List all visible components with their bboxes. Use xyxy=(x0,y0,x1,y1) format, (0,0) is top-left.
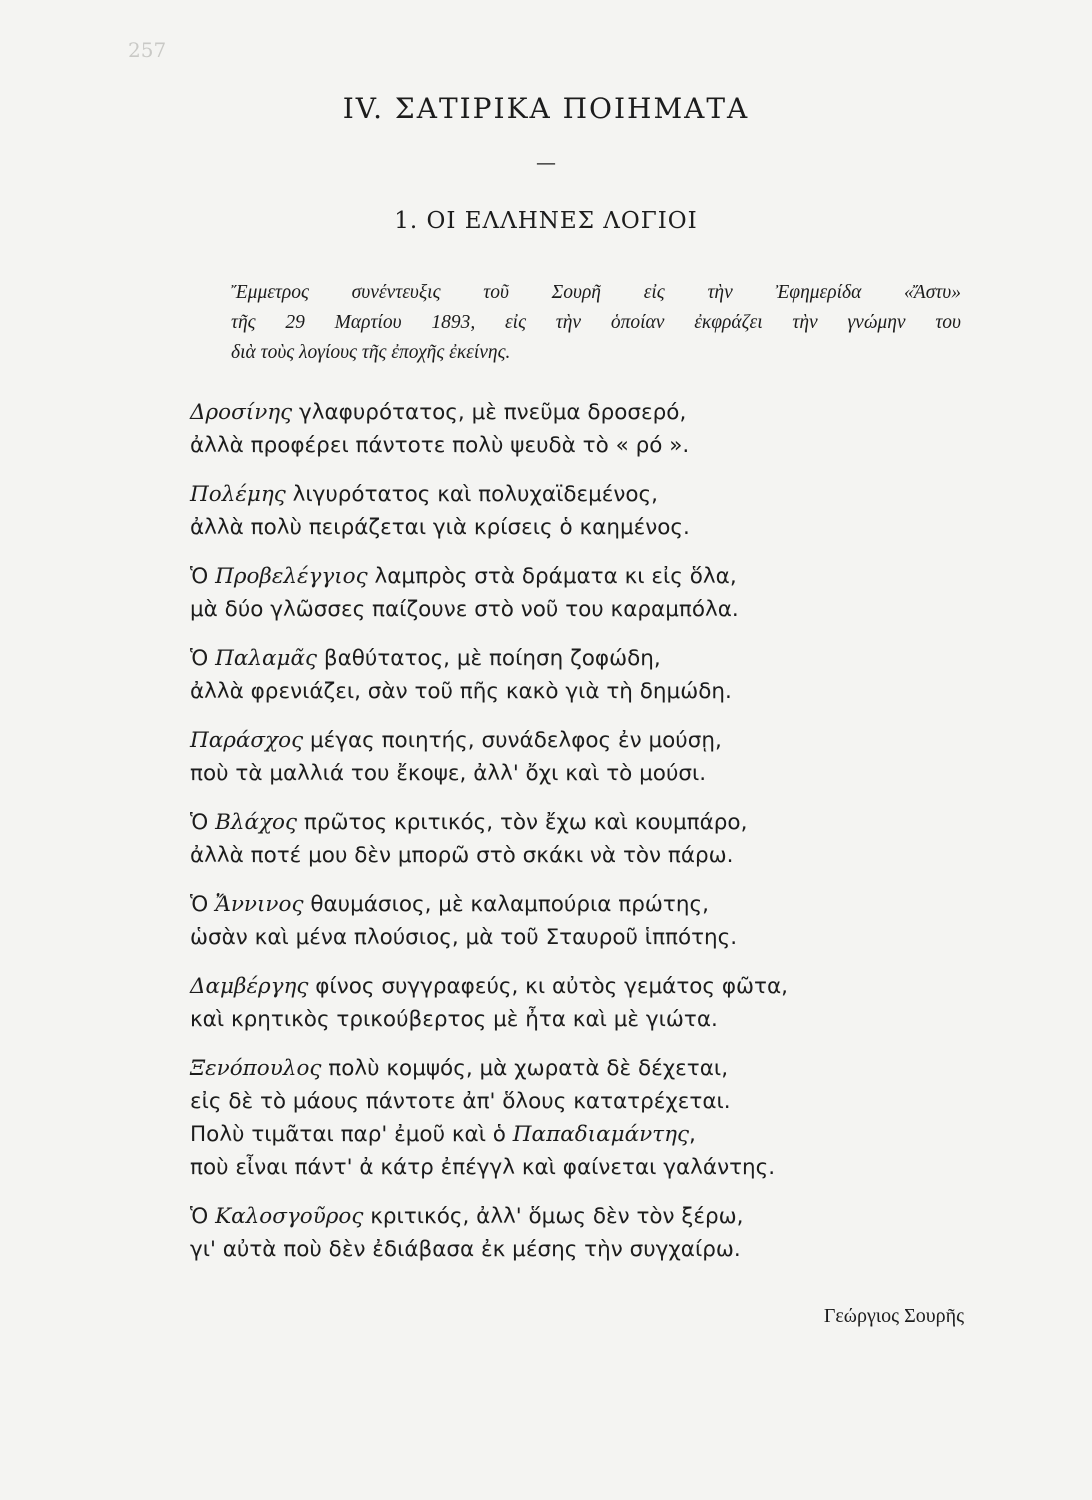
stanza xyxy=(190,1200,890,1266)
poet-name: Προβελέγγιος xyxy=(215,564,368,589)
verse-line: ἀλλὰ ποτέ μου δὲν μπορῶ στὸ σκάκι νὰ τὸν πάρω. xyxy=(190,843,734,868)
verse-line: ὡσὰν καὶ μένα πλούσιος, μὰ τοῦ Σταυροῦ ἱππότης. xyxy=(190,925,738,950)
verse-line: Ὁ Προβελέγγιος λαμπρὸς στὰ δράματα κι εἰς ὅλα, xyxy=(190,564,737,589)
verse-line: ποὺ τὰ μαλλιά του ἔκοψε, ἀλλ' ὄχι καὶ τὸ μούσι. xyxy=(190,761,707,786)
stanza xyxy=(190,642,890,708)
poet-name: Ἄννινος xyxy=(215,892,304,917)
verse-line: Ὁ Ἄννινος θαυμάσιος, μὲ καλαμπούρια πρώτης, xyxy=(190,892,709,917)
poem-title: 1. ΟΙ ΕΛΛΗΝΕΣ ΛΟΓΙΟΙ xyxy=(394,208,698,234)
verse-line: ἀλλὰ φρενιάζει, σὰν τοῦ πῆς κακὸ γιὰ τὴ δημώδη. xyxy=(190,679,732,704)
verse-line: Ὁ Βλάχος πρῶτος κριτικός, τὸν ἔχω καὶ κουμπάρο, xyxy=(190,810,748,835)
stanza xyxy=(190,1052,890,1184)
verse-line: Πολέμης λιγυρότατος καὶ πολυχαϊδεμένος, xyxy=(190,482,659,507)
intro-line: Ἔμμετρος συνέντευξις τοῦ Σουρῆ εἰς τὴν Ἐφημερίδα «Ἄστυ» xyxy=(231,282,961,303)
intro-line: τῆς 29 Μαρτίου 1893, εἰς τὴν ὁποίαν ἐκφράζει τὴν γνώμην του xyxy=(231,312,961,333)
verse-line: ἀλλὰ προφέρει πάντοτε πολὺ ψευδὰ τὸ « ρό ». xyxy=(190,433,690,458)
verse-line: Δαμβέργης φίνος συγγραφεύς, κι αὐτὸς γεμάτος φῶτα, xyxy=(190,974,789,999)
poet-name: Πολέμης xyxy=(190,482,286,507)
stanza xyxy=(190,560,890,626)
verse-line: εἰς δὲ τὸ μάους πάντοτε ἀπ' ὅλους κατατρέχεται. xyxy=(190,1089,731,1114)
stanza xyxy=(190,806,890,872)
poet-name: Παράσχος xyxy=(190,728,304,753)
verse-line: καὶ κρητικὸς τρικούβερτος μὲ ἦτα καὶ μὲ γιώτα. xyxy=(190,1007,718,1032)
page-number: 257 xyxy=(128,38,167,62)
poem-body xyxy=(190,396,890,1266)
poet-name: Παλαμᾶς xyxy=(215,646,318,671)
poet-name: Ξενόπουλος xyxy=(190,1056,322,1081)
verse-line: Ξενόπουλος πολὺ κομψός, μὰ χωρατὰ δὲ δέχεται, xyxy=(190,1056,729,1081)
poet-name: Δαμβέργης xyxy=(190,974,309,999)
stanza xyxy=(190,970,890,1036)
verse-line: Παράσχος μέγας ποιητής, συνάδελφος ἐν μούσῃ, xyxy=(190,728,722,753)
verse-line: Ὁ Καλοσγοῦρος κριτικός, ἀλλ' ὅμως δὲν τὸν ξέρω, xyxy=(190,1204,744,1229)
poet-name: Βλάχος xyxy=(215,810,298,835)
section-title: IV. ΣΑΤΙΡΙΚΑ ΠΟΙΗΜΑΤΑ xyxy=(342,92,750,125)
stanza xyxy=(190,396,890,462)
verse-line: Πολὺ τιμᾶται παρ' ἐμοῦ καὶ ὁ Παπαδιαμάντης, xyxy=(190,1122,696,1147)
intro-line: διὰ τοὺς λογίους τῆς ἐποχῆς ἐκείνης. xyxy=(231,342,511,363)
title-separator: — xyxy=(536,150,556,174)
verse-line: ποὺ εἶναι πάντ' ἀ κάτρ ἐπέγγλ καὶ φαίνεται γαλάντης. xyxy=(190,1155,776,1180)
stanza xyxy=(190,478,890,544)
intro-note xyxy=(231,278,961,368)
poet-name: Παπαδιαμάντης xyxy=(512,1122,689,1147)
verse-line: Ὁ Παλαμᾶς βαθύτατος, μὲ ποίηση ζοφώδη, xyxy=(190,646,661,671)
verse-line: ἀλλὰ πολὺ πειράζεται γιὰ κρίσεις ὁ καημένος. xyxy=(190,515,690,540)
stanza xyxy=(190,724,890,790)
stanza xyxy=(190,888,890,954)
poet-name: Καλοσγοῦρος xyxy=(215,1204,364,1229)
verse-line: Δροσίνης γλαφυρότατος, μὲ πνεῦμα δροσερό, xyxy=(190,400,687,425)
poet-name: Δροσίνης xyxy=(190,400,293,425)
verse-line: γι' αὐτὰ ποὺ δὲν ἐδιάβασα ἐκ μέσης τὴν συγχαίρω. xyxy=(190,1237,741,1262)
verse-line: μὰ δύο γλῶσσες παίζουνε στὸ νοῦ του καραμπόλα. xyxy=(190,597,739,622)
author-signature: Γεώργιος Σουρῆς xyxy=(823,1305,964,1327)
